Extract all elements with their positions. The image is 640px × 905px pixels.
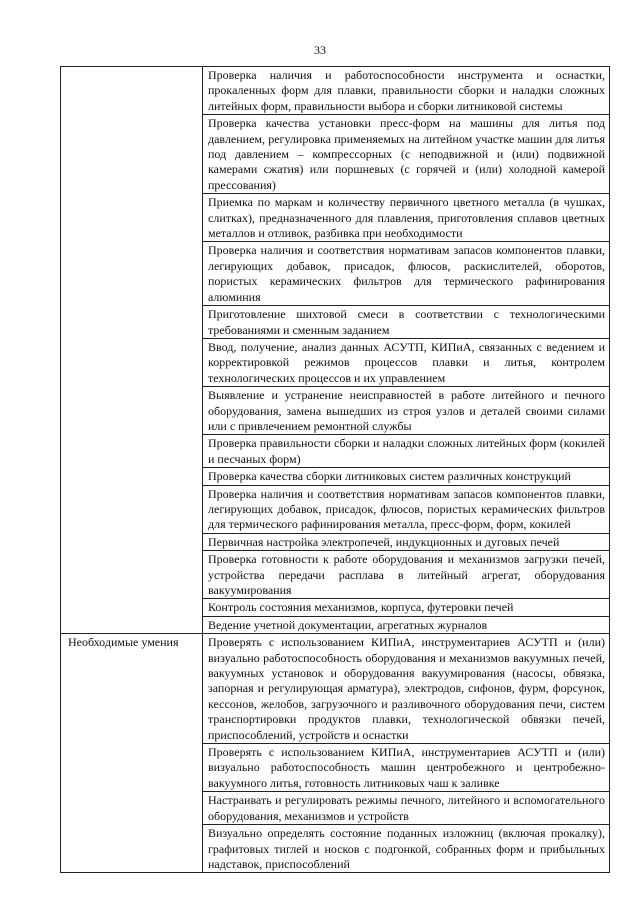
row-description-cell: Проверять с использованием КИПиА, инструментариев АСУТП и (или) визуально работоспособность оборудования и механизмов вакуумных печей, вакуумных установок и оборудования вакуумирования (насосы, обвязка, запорная и регулирующая арматура), электродов, сифонов, фурм, форсунок, кессонов, желобов, загрузочного и разливочного оборудования печи, систем транспортировки продуктов плавки, технологической обвязки печей, приспособлений, устройств и оснастки (203, 634, 610, 744)
row-category-cell (61, 194, 203, 242)
row-description-cell: Ведение учетной документации, агрегатных журналов (203, 616, 610, 633)
table-row (61, 194, 610, 242)
row-description-cell: Визуально определять состояние поданных изложниц (включая прокалку), графитовых тиглей и носков с подгонкой, собранных форм и прибыльных надставок, приспособлений (203, 825, 610, 873)
row-description-cell: Проверка наличия и работоспособности инструмента и оснастки, прокаленных форм для плавки, правильности сборки и наладки сложных литейных форм, правильности выбора и сборки литниковой системы (203, 67, 610, 115)
table-row (61, 599, 610, 616)
table-row (61, 115, 610, 194)
row-description-cell: Ввод, получение, анализ данных АСУТП, КИПиА, связанных с ведением и корректировкой режимов процессов плавки и литья, контролем технологических процессов и их управлением (203, 338, 610, 386)
row-category-cell (61, 115, 203, 194)
row-category-cell (61, 533, 203, 550)
table-row (61, 533, 610, 550)
row-description-cell: Приготовление шихтовой смеси в соответствии с технологическими требованиями и сменным заданием (203, 306, 610, 339)
table-row (61, 338, 610, 386)
table-row (61, 242, 610, 306)
page-number: 33 (314, 43, 326, 57)
table-body (61, 67, 610, 873)
row-description-cell: Проверка готовности к работе оборудования и механизмов загрузки печей, устройства передачи расплава в литейный агрегат, оборудования вакуумирования (203, 551, 610, 599)
row-category-cell (61, 744, 203, 792)
row-category-cell (61, 792, 203, 825)
row-category-cell (61, 306, 203, 339)
row-category-cell (61, 599, 203, 616)
table-row (61, 485, 610, 533)
row-category-cell (61, 67, 203, 115)
row-category-cell: Необходимые умения (61, 634, 203, 744)
row-category-cell (61, 242, 203, 306)
row-description-cell: Проверять с использованием КИПиА, инструментариев АСУТП и (или) визуально работоспособность машин центробежного и центробежно-вакуумного литья, готовность литниковых чаш к заливке (203, 744, 610, 792)
table-row (61, 67, 610, 115)
row-category-cell (61, 338, 203, 386)
table-row (61, 744, 610, 792)
table-row (61, 792, 610, 825)
row-description-cell: Проверка наличия и соответствия нормативам запасов компонентов плавки, легирующих добавок, присадок, флюсов, раскислителей, оборотов, пористых керамических фильтров для термического рафинирования алюминия (203, 242, 610, 306)
row-category-cell (61, 435, 203, 468)
row-category-cell (61, 616, 203, 633)
row-description-cell: Проверка качества сборки литниковых систем различных конструкций (203, 468, 610, 485)
row-category-cell (61, 387, 203, 435)
table-row (61, 616, 610, 633)
table-row (61, 825, 610, 873)
row-category-cell (61, 551, 203, 599)
table-row (61, 468, 610, 485)
row-description-cell: Проверка правильности сборки и наладки сложных литейных форм (кокилей и песчаных форм) (203, 435, 610, 468)
row-category-cell (61, 825, 203, 873)
row-category-cell (61, 468, 203, 485)
table-row (61, 551, 610, 599)
table-row (61, 306, 610, 339)
table-row (61, 435, 610, 468)
row-description-cell: Первичная настройка электропечей, индукционных и дуговых печей (203, 533, 610, 550)
row-description-cell: Настраивать и регулировать режимы печного, литейного и вспомогательного оборудования, механизмов и устройств (203, 792, 610, 825)
row-description-cell: Контроль состояния механизмов, корпуса, футеровки печей (203, 599, 610, 616)
table-row (61, 634, 610, 744)
row-description-cell: Проверка наличия и соответствия нормативам запасов компонентов плавки, легирующих добавок, присадок, флюсов, пористых керамических фильтров для термического рафинирования металла, пресс-форм, форм, кокилей (203, 485, 610, 533)
row-description-cell: Выявление и устранение неисправностей в работе литейного и печного оборудования, замена вышедших из строя узлов и деталей своими силами или с привлечением ремонтной службы (203, 387, 610, 435)
table-row (61, 387, 610, 435)
row-description-cell: Приемка по маркам и количеству первичного цветного металла (в чушках, слитках), предназначенного для плавления, приготовления сплавов цветных металлов и отливок, разбивка при необходимости (203, 194, 610, 242)
row-description-cell: Проверка качества установки пресс-форм на машины для литья под давлением, регулировка применяемых на литейном участке машин для литья под давлением – компрессорных (с неподвижной и (или) подвижной камерами сжатия) или поршневых (с горячей и (или) холодной камерой прессования) (203, 115, 610, 194)
requirements-table (60, 66, 610, 873)
row-category-cell (61, 485, 203, 533)
